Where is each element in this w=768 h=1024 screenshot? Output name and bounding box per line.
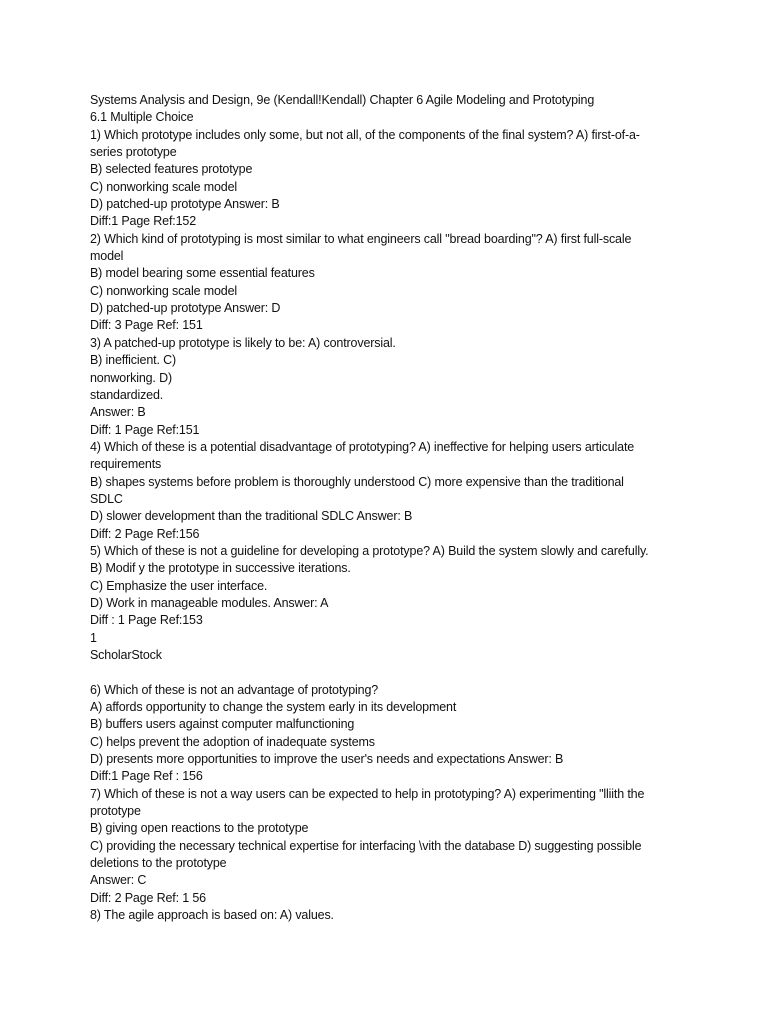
question-7-option: C) providing the necessary technical expertise for interfacing \vith the database D) suggesting possible [90, 838, 642, 853]
question-7-answer: Answer: C [90, 873, 147, 888]
question-6-answer: D) presents more opportunities to improve the user's needs and expectations Answer: B [90, 752, 564, 767]
question-2-line: model [90, 249, 124, 264]
page-number: 1 [90, 630, 97, 645]
question-7-line: 7) Which of these is not a way users can be expected to help in prototyping? A) experimenting "lliith the [90, 786, 645, 801]
question-3-answer: Answer: B [90, 405, 146, 420]
question-5-line: 5) Which of these is not a guideline for developing a prototype? A) Build the system slowly and carefully. [90, 543, 649, 558]
question-7-reference: Diff: 2 Page Ref: 1 56 [90, 890, 206, 905]
question-4-line: 4) Which of these is a potential disadvantage of prototyping? A) ineffective for helping users articulate [90, 439, 635, 454]
question-3-line: 3) A patched-up prototype is likely to be: A) controversial. [90, 335, 396, 350]
question-5-option: B) Modif y the prototype in successive iterations. [90, 561, 351, 576]
question-4-option: SDLC [90, 491, 123, 506]
question-3-option: B) inefficient. C) [90, 353, 176, 368]
question-6-line: 6) Which of these is not an advantage of prototyping? [90, 682, 379, 697]
question-7-option: deletions to the prototype [90, 856, 227, 871]
question-2-option: C) nonworking scale model [90, 283, 238, 298]
question-1-line: series prototype [90, 145, 177, 160]
question-1-reference: Diff:1 Page Ref:152 [90, 214, 197, 229]
page-break-spacer [90, 664, 690, 681]
question-2-option: B) model bearing some essential features [90, 266, 315, 281]
question-8-line: 8) The agile approach is based on: A) values. [90, 908, 334, 923]
question-2-answer: D) patched-up prototype Answer: D [90, 301, 281, 316]
question-4-answer: D) slower development than the traditional SDLC Answer: B [90, 509, 413, 524]
question-1-option: B) selected features prototype [90, 162, 253, 177]
question-1-line: 1) Which prototype includes only some, but not all, of the components of the final system? A) first-of-a- [90, 127, 640, 142]
document-title: Systems Analysis and Design, 9e (Kendall!Kendall) Chapter 6 Agile Modeling and Prototyping [90, 93, 595, 107]
question-2-reference: Diff: 3 Page Ref: 151 [90, 318, 203, 333]
question-2-line: 2) Which kind of prototyping is most similar to what engineers call "bread boarding"? A) first full-scale [90, 231, 632, 246]
question-3-option: standardized. [90, 387, 164, 402]
question-4-option: B) shapes systems before problem is thoroughly understood C) more expensive than the traditional [90, 474, 624, 489]
question-6-option: C) helps prevent the adoption of inadequate systems [90, 734, 375, 749]
question-1-answer: D) patched-up prototype Answer: B [90, 197, 280, 212]
question-3-option: nonworking. D) [90, 370, 172, 385]
question-1-option: C) nonworking scale model [90, 179, 238, 194]
question-5-answer: D) Work in manageable modules. Answer: A [90, 595, 329, 610]
question-6-option: B) buffers users against computer malfunctioning [90, 717, 355, 732]
question-3-reference: Diff: 1 Page Ref:151 [90, 422, 200, 437]
document-page [90, 92, 690, 925]
question-6-option: A) affords opportunity to change the system early in its development [90, 700, 457, 715]
question-7-line: prototype [90, 804, 141, 819]
question-6-reference: Diff:1 Page Ref : 156 [90, 769, 203, 784]
question-5-reference: Diff : 1 Page Ref:153 [90, 613, 203, 628]
question-7-option: B) giving open reactions to the prototype [90, 821, 309, 836]
question-5-option: C) Emphasize the user interface. [90, 578, 268, 593]
question-4-line: requirements [90, 457, 162, 472]
section-heading: 6.1 Multiple Choice [90, 110, 194, 125]
question-4-reference: Diff: 2 Page Ref:156 [90, 526, 200, 541]
watermark-text: ScholarStock [90, 648, 162, 662]
